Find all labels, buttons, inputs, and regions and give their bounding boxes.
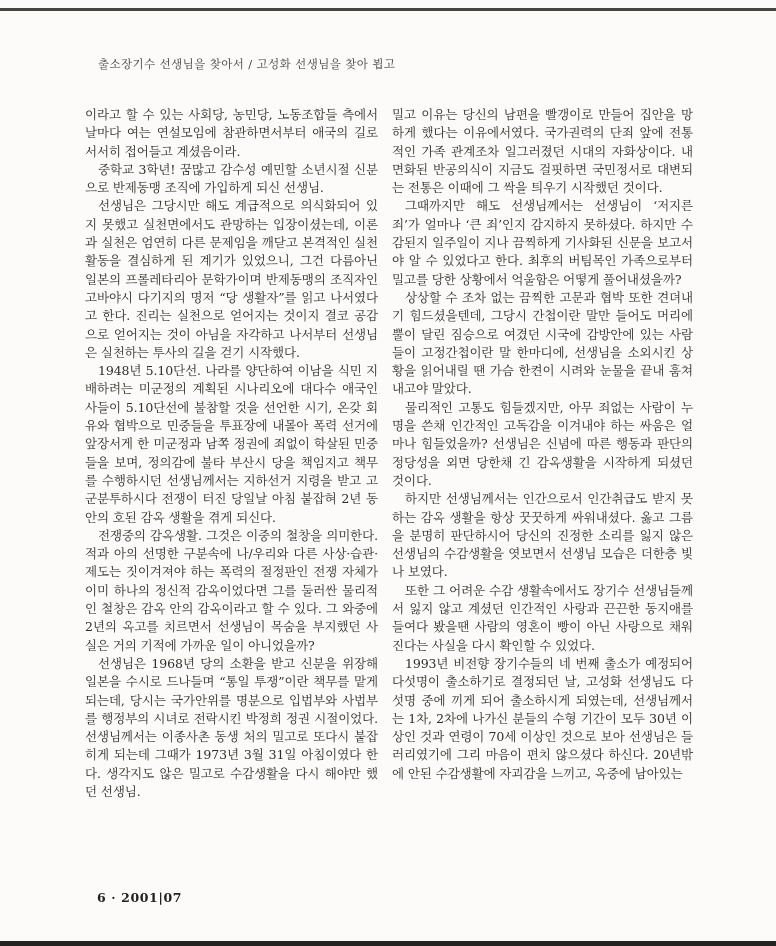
text-column-right	[392, 106, 693, 783]
paragraph: 선생님은 그당시만 해도 계급적으로 의식화되어 있지 못했고 실천면에서도 관망하는 입장이셨는데, 이론과 실천은 엄연히 다른 문제임을 깨닫고 본격적인 실천활동을 결심하게 된 계기가 있었으니, 그건 다름아닌 일본의 프롤레타리아 문학가이며 반제동맹의 조직자인 고바야시 다기지의 명저 “당 생활자”를 읽고 나서였다고 한다. 진리는 실천으로 얻어지는 것이지 결코 공감으로 얻어지는 것이 아님을 자각하고 나서부터 선생님은 실천하는 투사의 길을 걷기 시작했다.	[85, 198, 378, 360]
paragraph: 하지만 선생님께서는 인간으로서 인간취급도 받지 못하는 감옥 생활을 항상 꿋꿋하게 싸워내셨다. 옳고 그름을 분명히 판단하시어 당신의 진정한 소리를 잃지 않은 선생님의 수감생활을 엿보면서 선생님 모습은 더한층 빛나 보였다.	[392, 491, 693, 580]
scan-edge-bottom	[0, 941, 776, 946]
paragraph: 또한 그 어려운 수감 생활속에서도 장기수 선생님들께서 잃지 않고 계셨던 인간적인 사랑과 끈끈한 동지애를 들여다 봤을땐 사람의 영혼이 빵이 아닌 사랑으로 채워진다는 사실을 다시 확인할 수 있었다.	[392, 582, 693, 653]
paragraph: 전쟁중의 감옥생활. 그것은 이중의 철창을 의미한다. 적과 아의 선명한 구분속에 나/우리와 다른 사상·습관·제도는 짓이겨져야 하는 폭력의 절정판인 전쟁 자체가 이미 하나의 정신적 감옥이었다면 그를 둘러싼 물리적인 철창은 감옥 안의 감옥이라고 할 수 있다. 그 와중에 2년의 옥고를 치르면서 선생님이 목숨을 부지했던 사실은 거의 기적에 가까운 일이 아니었을까?	[85, 527, 378, 653]
running-header: 출소장기수 선생님을 찾아서 / 고성화 선생님을 찾아 뵙고	[98, 57, 396, 71]
paragraph: 선생님은 1968년 당의 소환을 받고 신분을 위장해 일본을 수시로 드나들며 “통일 투쟁”이란 책무를 맡게 되는데, 당시는 국가안위를 명분으로 입법부와 사법부를 행정부의 시녀로 전락시킨 박정희 정권 시절이었다. 선생님께서는 이종사촌 동생 처의 밀고로 또다시 붙잡히게 되는데 그때가 1973년 3월 31일 아침이였다 한다. 생각지도 않은 밀고로 수감생활을 다시 해야만 했던 선생님.	[85, 655, 378, 799]
paragraph: 중학교 3학년! 꿈많고 감수성 예민할 소년시절 신분으로 반제동맹 조직에 가입하게 되신 선생님.	[85, 161, 378, 196]
paragraph: 밀고 이유는 당신의 남편을 빨갱이로 만들어 집안을 망하게 했다는 이유에서였다. 국가권력의 단죄 앞에 전통적인 가족 관계조차 일그러졌던 시대의 자화상이다. 내면화된 반공의식이 지금도 걸핏하면 국민정서로 대변되는 전통은 이때에 그 싹을 틔우기 시작했던 것이다.	[392, 107, 693, 196]
scan-edge-top	[0, 8, 776, 11]
paragraph: 1948년 5.10단선. 나라를 양단하여 이남을 식민 지배하려는 미군정의 계획된 시나리오에 대다수 애국인사들이 5.10단선에 불참할 것을 선언한 시기, 온갖 회유와 협박으로 민중들을 투표장에 내몰아 폭력 선거에 앞장서게 한 미군정과 남쪽 정권에 죄없이 학살된 민중들을 보며, 정의감에 불타 부산시 당을 책임지고 책무를 수행하시던 선생님께서는 지하선거 지령을 받고 고군분투하시다 전쟁이 터진 당일날 아침 붙잡혀 2년 동안의 호된 감옥 생활을 겪게 되신다.	[85, 363, 378, 525]
paragraph: 1993년 비전향 장기수들의 네 번째 출소가 예정되어 다섯명이 출소하기로 결정되던 날, 고성화 선생님도 다섯명 중에 끼게 되어 출소하시게 되였는데, 선생님께서는 1차, 2차에 나가신 분들의 수형 기간이 모두 30년 이상인 것과 연령이 70세 이상인 것으로 보아 선생님은 들러리였기에 그리 마음이 편치 않으셨다 하신다. 20년밖에 안된 수감생활에 자괴감을 느끼고, 옥중에 남아있는	[392, 655, 693, 781]
paragraph: 물리적인 고통도 힘들겠지만, 아무 죄없는 사람이 누명을 쓴채 인간적인 고독감을 이겨내야 하는 싸움은 얼마나 힘들었을까? 선생님은 신념에 따른 행동과 판단의 정당성을 외면 당한채 긴 감옥생활을 시작하게 되셨던 것이다.	[392, 399, 693, 488]
paragraph: 그때까지만 해도 선생님께서는 선생님이 ‘저지른 죄’가 얼마나 ‘큰 죄’인지 감지하지 못하셨다. 하지만 수감된지 일주일이 지나 끔찍하게 기사화된 신문을 보고서야 알 수 있었다고 한다. 최후의 버팀목인 가족으로부터 밀고를 당한 상황에서 억울함은 어떻게 풀어내셨을까?	[392, 198, 693, 287]
text-column-left	[85, 106, 378, 801]
page-number: 6 · 2001|07	[97, 890, 183, 905]
paragraph: 이라고 할 수 있는 사회당, 농민당, 노동조합들 측에서 날마다 여는 연설모임에 참관하면서부터 애국의 길로 서서히 접어들고 계셨음이라.	[85, 107, 378, 159]
paragraph: 상상할 수 조차 없는 끔찍한 고문과 협박 또한 견뎌내기 힘드셨을텐데, 그당시 간첩이란 말만 들어도 머리에 뿔이 달린 짐승으로 여겼던 시국에 감방안에 있는 사람들이 고정간첩이란 말 한마디에, 선생님을 소외시킨 상황을 읽어내릴 땐 가슴 한켠이 시려와 눈물을 끝내 훔쳐내고야 말았다.	[392, 289, 693, 397]
